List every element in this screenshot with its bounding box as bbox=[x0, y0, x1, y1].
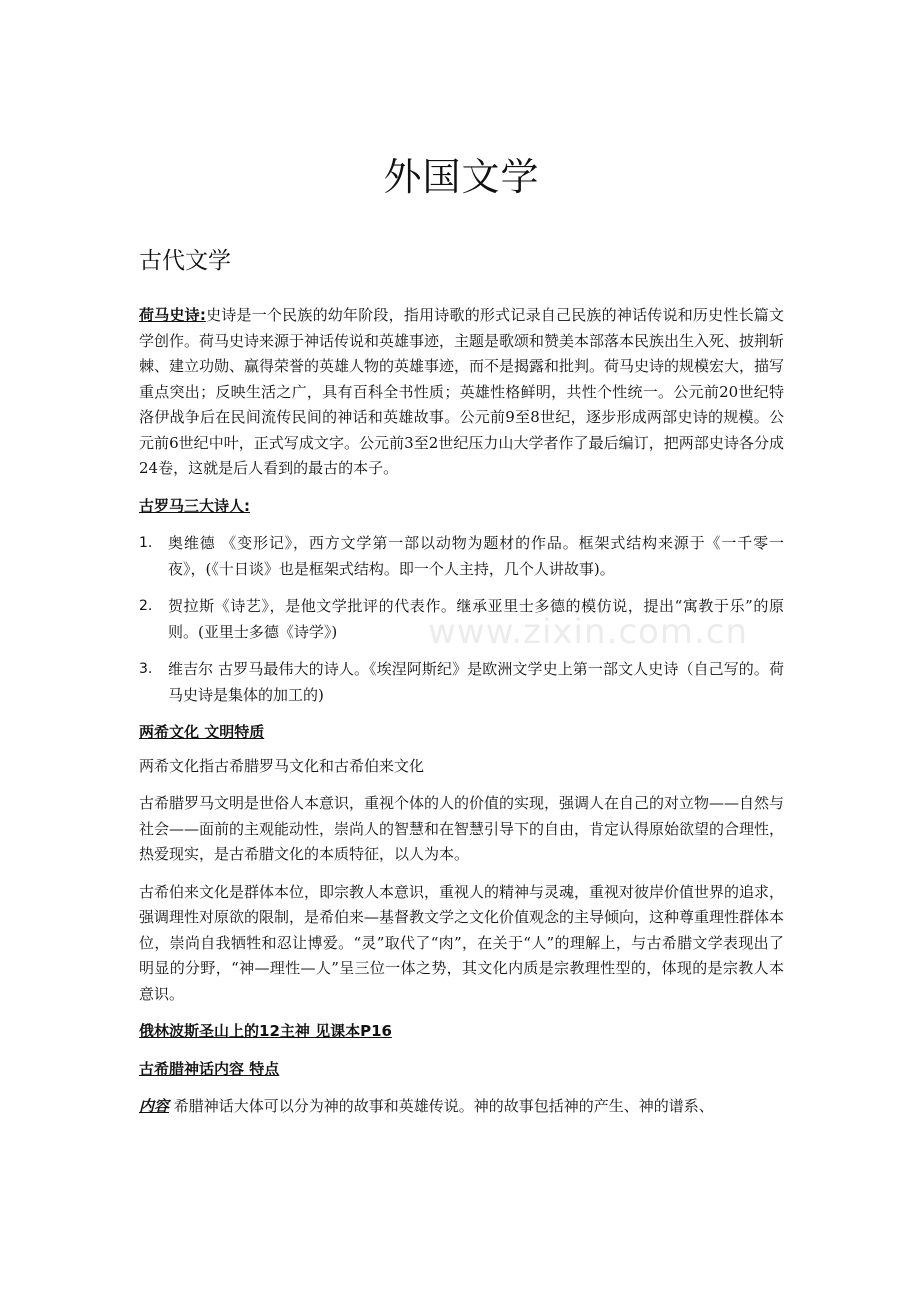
watermark-text: www.zixin.com.cn bbox=[428, 612, 748, 652]
homer-term: 荷马史诗: bbox=[139, 306, 206, 324]
list-item-text: 奥维德 《变形记》，西方文学第一部以动物为题材的作品。框架式结构来源于《一千零一夜》，(《十日谈》也是框架式结构。即一个人主持，几个人讲故事)。 bbox=[168, 534, 784, 578]
section-heading-ancient-literature: 古代文学 bbox=[139, 248, 231, 274]
olympus-gods-heading: 俄林波斯圣山上的12主神 见课本P16 bbox=[139, 1022, 392, 1040]
list-item-text: 维吉尔 古罗马最伟大的诗人。《埃涅阿斯纪》是欧洲文学史上第一部文人史诗（自己写的。荷马史诗是集体的加工的) bbox=[168, 660, 784, 704]
greek-myth-content-term: 内容 bbox=[139, 1097, 170, 1115]
document-title: 外国文学 bbox=[383, 155, 540, 199]
two-cultures-intro: 两希文化指古希腊罗马文化和古希伯来文化 bbox=[139, 756, 425, 775]
greek-myth-heading: 古希腊神话内容 特点 bbox=[139, 1059, 280, 1078]
list-item-number: 3. bbox=[139, 661, 153, 677]
list-item-number: 1. bbox=[139, 535, 153, 551]
list-item-number: 2. bbox=[139, 598, 153, 614]
list-item bbox=[139, 531, 784, 582]
document-body bbox=[139, 303, 784, 1120]
greek-myth-content-text: 希腊神话大体可以分为神的故事和英雄传说。神的故事包括神的产生、神的谱系、 bbox=[169, 1097, 714, 1115]
list-item bbox=[139, 657, 784, 708]
hebrew-culture-paragraph: 古希伯来文化是群体本位，即宗教人本意识，重视人的精神与灵魂，重视对彼岸价值世界的追求，强调理性对原欲的限制，是希伯来—基督教文学之文化价值观念的主导倾向，这种尊重理性群体本位，崇尚自我牺牲和忍让博爱。“灵”取代了“肉”，在关于“人”的理解上，与古希腊文学表现出了明显的分野，“神—理性—人”呈三位一体之势，其文化内质是宗教理性型的，体现的是宗教人本意识。 bbox=[139, 882, 785, 1003]
homer-text: 史诗是一个民族的幼年阶段，指用诗歌的形式记录自己民族的神话传说和历史性长篇文学创作。荷马史诗来源于神话传说和英雄事迹，主题是歌颂和赞美本部落本民族出生入死、披荆斩棘、建立功勋、赢得荣誉的英雄人物的英雄事迹，而不是揭露和批判。荷马史诗的规模宏大，描写重点突出；反映生活之广，具有百科全书性质；英雄性格鲜明，共性个性统一。公元前20世纪特洛伊战争后在民间流传民间的神话和英雄故事。公元前9至8世纪，逐步形成两部史诗的规模。公元前6世纪中叶，正式写成文字。公元前3至2世纪压力山大学者作了最后编订，把两部史诗各分成24卷，这就是后人看到的最古的本子。 bbox=[139, 306, 785, 477]
greek-myth-content-paragraph bbox=[139, 1094, 784, 1120]
two-cultures-heading: 两希文化 文明特质 bbox=[139, 723, 265, 741]
roman-poets-list bbox=[139, 531, 784, 708]
list-item-text: 贺拉斯《诗艺》，是他文学批评的代表作。继承亚里士多德的模仿说，提出“寓教于乐”的原则。(亚里士多德《诗学》) bbox=[168, 597, 784, 641]
roman-poets-heading: 古罗马三大诗人: bbox=[139, 496, 250, 515]
greek-culture-paragraph: 古希腊罗马文明是世俗人本意识，重视个体的人的价值的实现，强调人在自己的对立物——自然与社会——面前的主观能动性，崇尚人的智慧和在智慧引导下的自由，肯定认得原始欲望的合理性，热爱现实，是古希腊文化的本质特征，以人为本。 bbox=[139, 794, 785, 863]
homer-paragraph bbox=[139, 303, 784, 482]
list-item bbox=[139, 594, 784, 645]
